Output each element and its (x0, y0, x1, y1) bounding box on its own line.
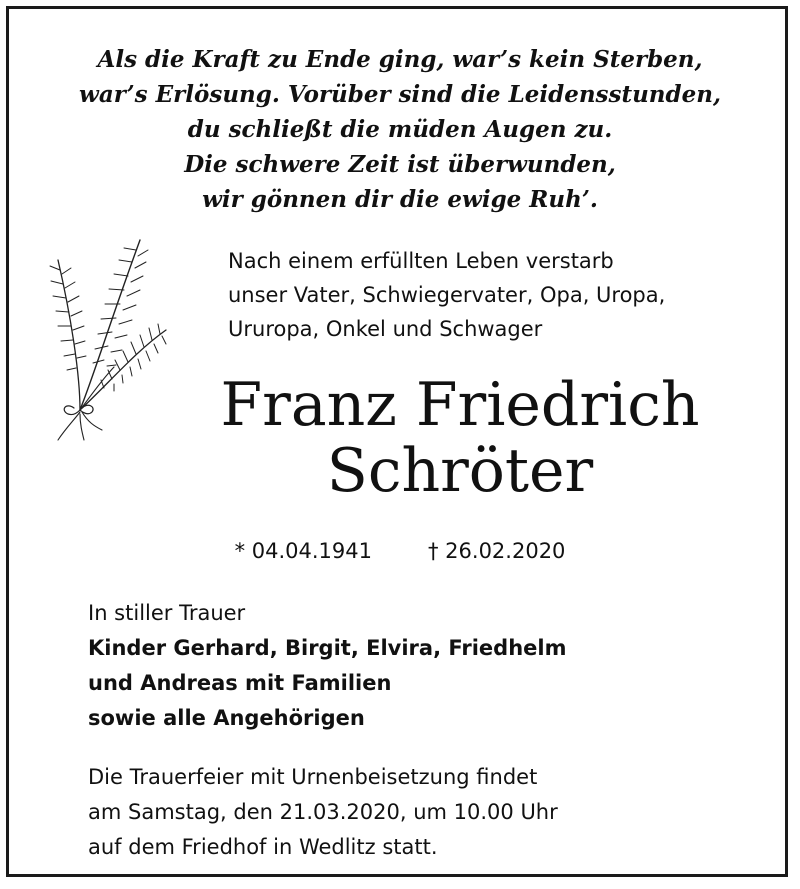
poem-line: Die schwere Zeit ist überwunden, (184, 151, 616, 178)
intro-line: Ururopa, Onkel und Schwager (228, 317, 543, 341)
poem-line: war’s Erlösung. Vorüber sind die Leidensstunden, (79, 81, 721, 108)
service-line: Die Trauerfeier mit Urnenbeisetzung findet (88, 765, 538, 789)
death-date: † 26.02.2020 (428, 539, 566, 563)
mourners-line: und Andreas mit Familien (88, 671, 392, 695)
deceased-name (160, 372, 760, 504)
service-line: am Samstag, den 21.03.2020, um 10.00 Uhr (88, 800, 558, 824)
deceased-last-name: Schröter (326, 436, 594, 506)
birth-date: * 04.04.1941 (234, 539, 372, 563)
poem-line: du schließt die müden Augen zu. (187, 116, 613, 143)
intro-line: unser Vater, Schwiegervater, Opa, Uropa, (228, 283, 666, 307)
mourners-block (88, 596, 566, 736)
mourners-line: sowie alle Angehörigen (88, 706, 365, 730)
poem-line: Als die Kraft zu Ende ging, war’s kein Sterben, (97, 46, 703, 73)
life-dates (0, 536, 800, 566)
poem (0, 42, 800, 217)
deceased-first-names: Franz Friedrich (220, 370, 700, 440)
mourners-line: Kinder Gerhard, Birgit, Elvira, Friedhelm (88, 636, 567, 660)
intro-line: Nach einem erfüllten Leben verstarb (228, 249, 614, 273)
poem-line: wir gönnen dir die ewige Ruh’. (202, 186, 598, 213)
fern-bouquet-icon (40, 232, 170, 452)
service-info (88, 760, 558, 865)
service-line: auf dem Friedhof in Wedlitz statt. (88, 835, 438, 859)
mourners-heading: In stiller Trauer (88, 601, 246, 625)
intro-text (228, 244, 665, 346)
